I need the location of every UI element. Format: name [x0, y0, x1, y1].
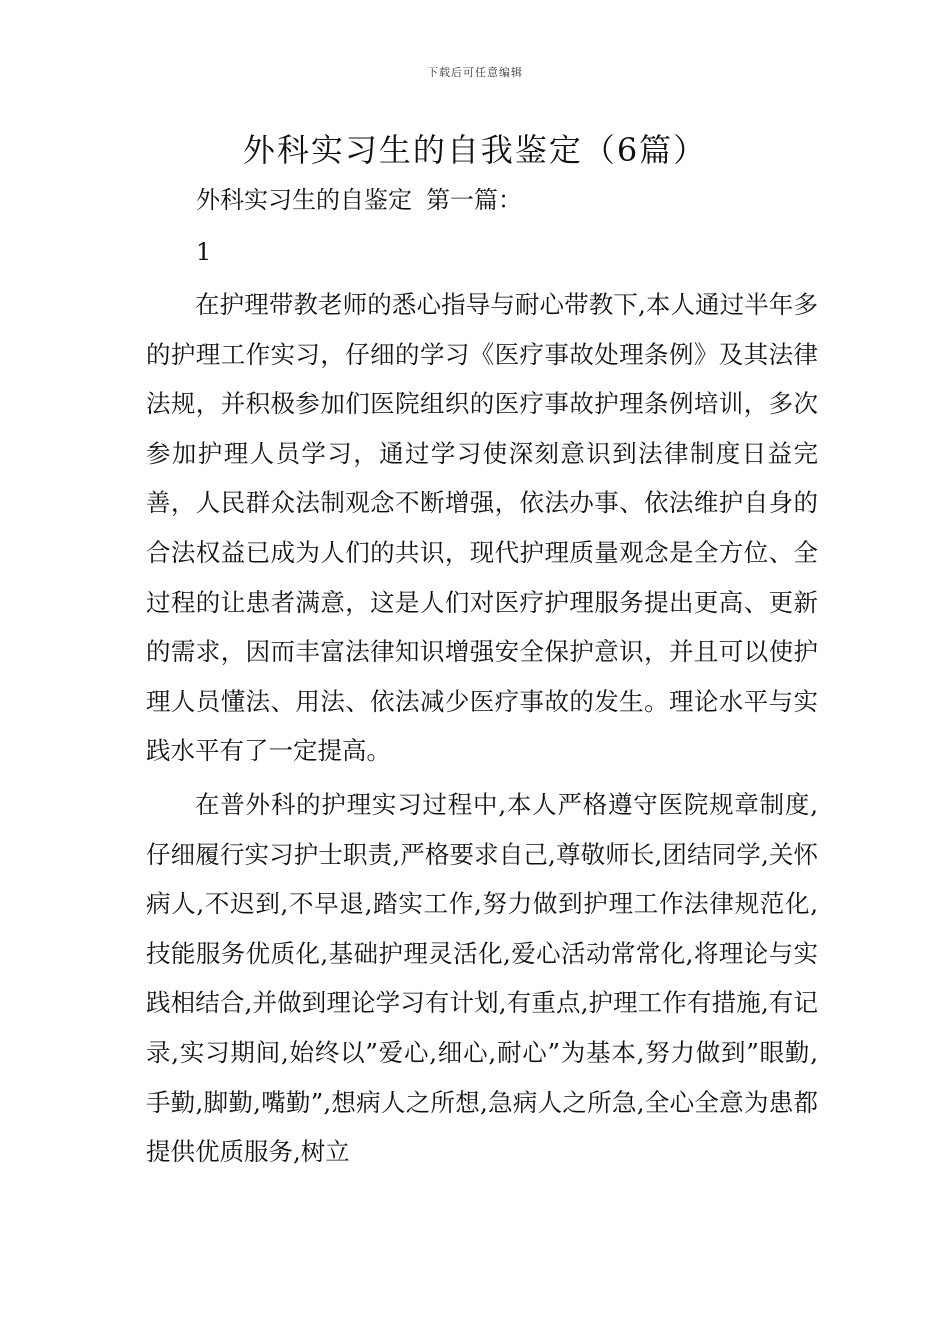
section-subtitle — [196, 180, 522, 220]
subtitle-part-label: 第一篇： — [426, 186, 522, 214]
subtitle-text: 外科实习生的自鉴定 — [196, 186, 412, 214]
section-number: 1 — [196, 238, 212, 266]
document-title: 外科实习生的自我鉴定（6篇） — [242, 131, 708, 169]
paragraph: 在普外科的护理实习过程中,本人严格遵守医院规章制度,仔细履行实习护士职责,严格要求自己,尊敬师长,团结同学,关怀病人,不迟到,不早退,踏实工作,努力做到护理工作法律规范化,技能服务优质化,基础护理灵活化,爱心活动常常化,将理论与实践相结合,并做到理论学习有计划,有重点,护理工作有措施,有记录,实习期间,始终以”爱心,细心,耐心”为基本,努力做到”眼勤,手勤,脚勤,嘴勤”,想病人之所想,急病人之所急,全心全意为患都提供优质服务,树立 — [146, 789, 818, 1167]
paragraph: 在护理带教老师的悉心指导与耐心带教下,本人通过半年多的护理工作实习，仔细的学习《医疗事故处理条例》及其法律法规，并积极参加们医院组织的医疗事故护理条例培训，多次参加护理人员学习，通过学习使深刻意识到法律制度日益完善，人民群众法制观念不断增强，依法办事、依法维护自身的合法权益已成为人们的共识，现代护理质量观念是全方位、全过程的让患者满意，这是人们对医疗护理服务提出更高、更新的需求，因而丰富法律知识增强安全保护意识，并且可以使护理人员懂法、用法、依法减少医疗事故的发生。理论水平与实践水平有了一定提高。 — [146, 290, 818, 766]
header-note: 下载后可任意编辑 — [427, 66, 523, 79]
body-text — [146, 280, 818, 1181]
